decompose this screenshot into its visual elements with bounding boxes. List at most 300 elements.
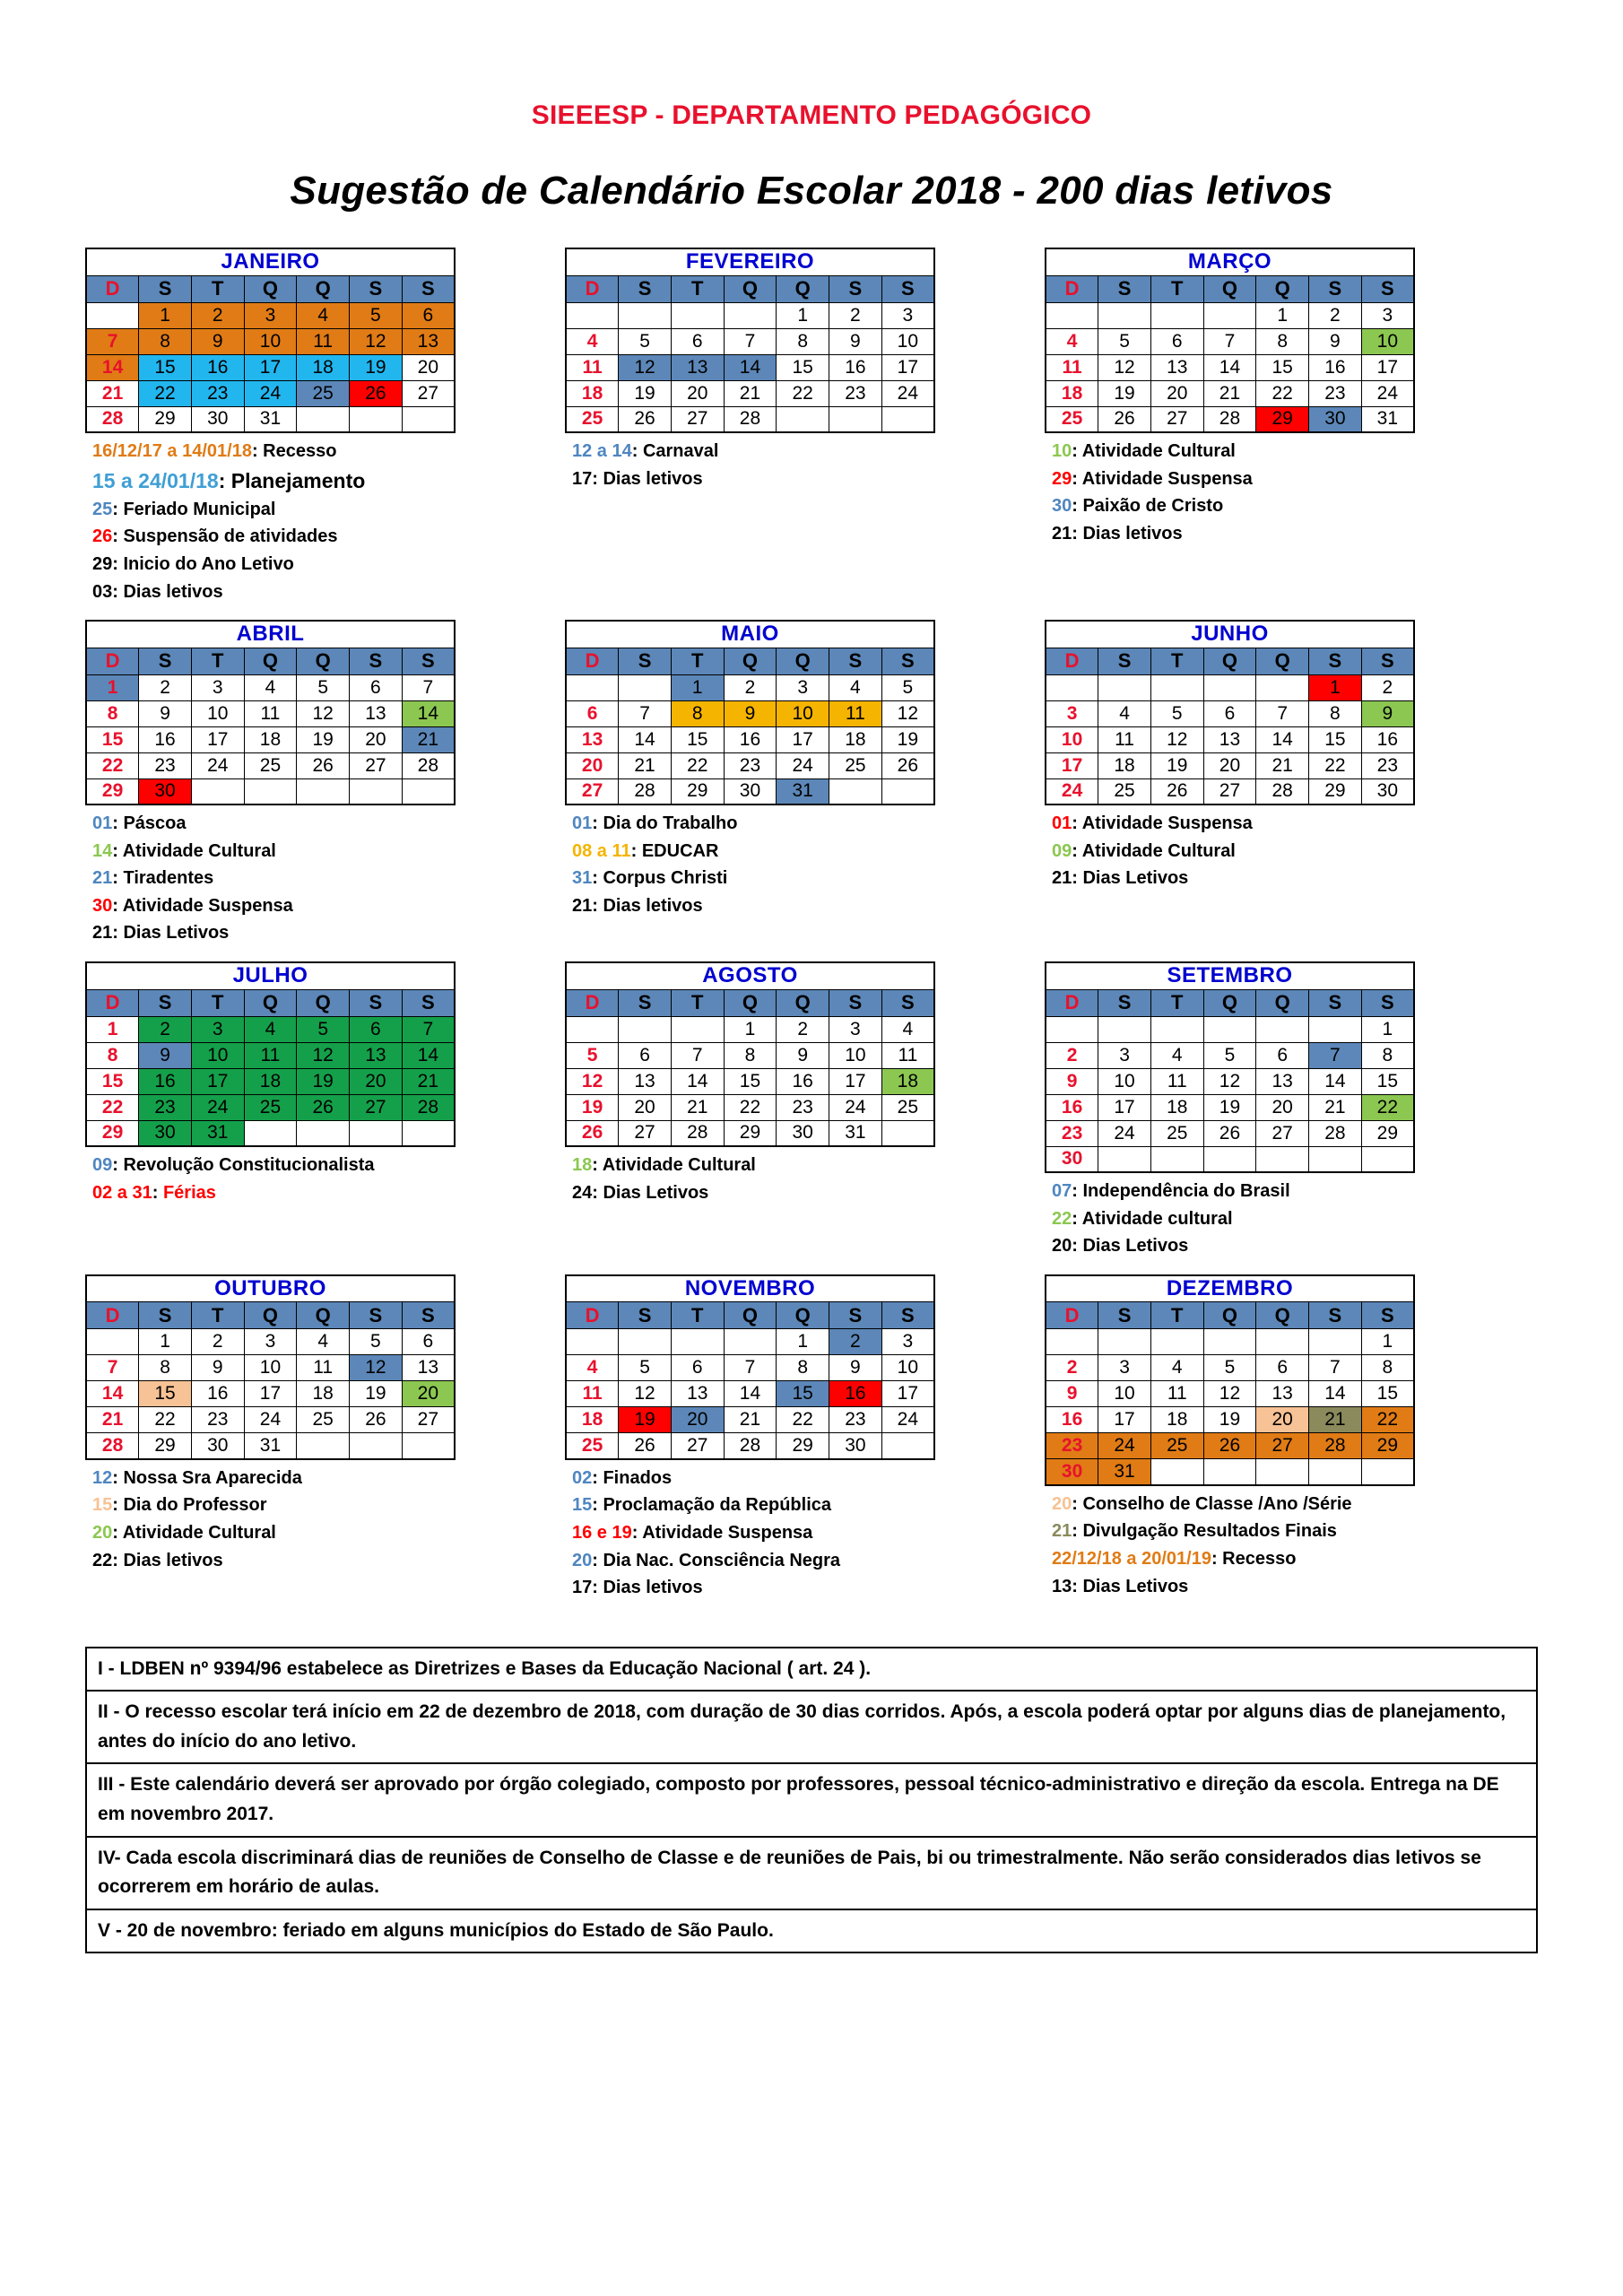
day-cell-fevereiro-23[interactable]: 23 bbox=[829, 380, 882, 406]
day-cell-novembro-12[interactable]: 12 bbox=[619, 1381, 672, 1407]
day-cell-abril-9[interactable]: 9 bbox=[139, 700, 192, 726]
day-cell-maio-1[interactable]: 1 bbox=[671, 674, 724, 700]
day-cell-julho-20[interactable]: 20 bbox=[350, 1068, 403, 1094]
day-cell-novembro-8[interactable]: 8 bbox=[777, 1355, 829, 1381]
day-cell-novembro-19[interactable]: 19 bbox=[619, 1407, 672, 1433]
day-cell-setembro-28[interactable]: 28 bbox=[1309, 1120, 1362, 1146]
day-cell-agosto-25[interactable]: 25 bbox=[881, 1094, 934, 1120]
day-cell-maio-27[interactable]: 27 bbox=[566, 778, 619, 804]
day-cell-marco-8[interactable]: 8 bbox=[1256, 328, 1309, 354]
day-cell-marco-20[interactable]: 20 bbox=[1150, 380, 1203, 406]
day-cell-marco-10[interactable]: 10 bbox=[1361, 328, 1414, 354]
day-cell-agosto-27[interactable]: 27 bbox=[619, 1120, 672, 1146]
day-cell-marco-18[interactable]: 18 bbox=[1046, 380, 1098, 406]
day-cell-dezembro-29[interactable]: 29 bbox=[1361, 1433, 1414, 1459]
day-cell-janeiro-23[interactable]: 23 bbox=[191, 380, 244, 406]
day-cell-janeiro-3[interactable]: 3 bbox=[244, 302, 297, 328]
day-cell-agosto-14[interactable]: 14 bbox=[671, 1068, 724, 1094]
day-cell-abril-29[interactable]: 29 bbox=[86, 778, 139, 804]
day-cell-janeiro-2[interactable]: 2 bbox=[191, 302, 244, 328]
day-cell-setembro-19[interactable]: 19 bbox=[1203, 1094, 1256, 1120]
day-cell-julho-14[interactable]: 14 bbox=[402, 1042, 455, 1068]
day-cell-outubro-23[interactable]: 23 bbox=[191, 1407, 244, 1433]
day-cell-dezembro-1[interactable]: 1 bbox=[1361, 1329, 1414, 1355]
day-cell-fevereiro-1[interactable]: 1 bbox=[777, 302, 829, 328]
day-cell-fevereiro-19[interactable]: 19 bbox=[619, 380, 672, 406]
day-cell-novembro-10[interactable]: 10 bbox=[881, 1355, 934, 1381]
day-cell-julho-27[interactable]: 27 bbox=[350, 1094, 403, 1120]
day-cell-outubro-17[interactable]: 17 bbox=[244, 1381, 297, 1407]
day-cell-abril-12[interactable]: 12 bbox=[297, 700, 350, 726]
day-cell-marco-1[interactable]: 1 bbox=[1256, 302, 1309, 328]
day-cell-janeiro-1[interactable]: 1 bbox=[139, 302, 192, 328]
day-cell-novembro-22[interactable]: 22 bbox=[777, 1407, 829, 1433]
day-cell-julho-11[interactable]: 11 bbox=[244, 1042, 297, 1068]
day-cell-junho-13[interactable]: 13 bbox=[1203, 726, 1256, 752]
day-cell-fevereiro-8[interactable]: 8 bbox=[777, 328, 829, 354]
day-cell-setembro-26[interactable]: 26 bbox=[1203, 1120, 1256, 1146]
day-cell-julho-17[interactable]: 17 bbox=[191, 1068, 244, 1094]
day-cell-maio-12[interactable]: 12 bbox=[881, 700, 934, 726]
day-cell-janeiro-6[interactable]: 6 bbox=[402, 302, 455, 328]
day-cell-marco-16[interactable]: 16 bbox=[1309, 354, 1362, 380]
day-cell-julho-2[interactable]: 2 bbox=[139, 1016, 192, 1042]
day-cell-fevereiro-27[interactable]: 27 bbox=[671, 406, 724, 432]
day-cell-dezembro-23[interactable]: 23 bbox=[1046, 1433, 1098, 1459]
day-cell-novembro-11[interactable]: 11 bbox=[566, 1381, 619, 1407]
day-cell-marco-7[interactable]: 7 bbox=[1203, 328, 1256, 354]
day-cell-marco-26[interactable]: 26 bbox=[1098, 406, 1151, 432]
day-cell-novembro-14[interactable]: 14 bbox=[724, 1381, 777, 1407]
day-cell-dezembro-13[interactable]: 13 bbox=[1256, 1381, 1309, 1407]
day-cell-janeiro-8[interactable]: 8 bbox=[139, 328, 192, 354]
day-cell-novembro-27[interactable]: 27 bbox=[671, 1433, 724, 1459]
day-cell-janeiro-13[interactable]: 13 bbox=[402, 328, 455, 354]
day-cell-marco-30[interactable]: 30 bbox=[1309, 406, 1362, 432]
day-cell-agosto-26[interactable]: 26 bbox=[566, 1120, 619, 1146]
day-cell-novembro-17[interactable]: 17 bbox=[881, 1381, 934, 1407]
day-cell-maio-13[interactable]: 13 bbox=[566, 726, 619, 752]
day-cell-setembro-7[interactable]: 7 bbox=[1309, 1042, 1362, 1068]
day-cell-fevereiro-26[interactable]: 26 bbox=[619, 406, 672, 432]
day-cell-janeiro-28[interactable]: 28 bbox=[86, 406, 139, 432]
day-cell-fevereiro-6[interactable]: 6 bbox=[671, 328, 724, 354]
day-cell-abril-10[interactable]: 10 bbox=[191, 700, 244, 726]
day-cell-marco-6[interactable]: 6 bbox=[1150, 328, 1203, 354]
day-cell-junho-16[interactable]: 16 bbox=[1361, 726, 1414, 752]
day-cell-novembro-4[interactable]: 4 bbox=[566, 1355, 619, 1381]
day-cell-julho-1[interactable]: 1 bbox=[86, 1016, 139, 1042]
day-cell-novembro-1[interactable]: 1 bbox=[777, 1329, 829, 1355]
day-cell-abril-16[interactable]: 16 bbox=[139, 726, 192, 752]
day-cell-dezembro-30[interactable]: 30 bbox=[1046, 1459, 1098, 1485]
day-cell-abril-18[interactable]: 18 bbox=[244, 726, 297, 752]
day-cell-janeiro-18[interactable]: 18 bbox=[297, 354, 350, 380]
day-cell-maio-3[interactable]: 3 bbox=[777, 674, 829, 700]
day-cell-dezembro-4[interactable]: 4 bbox=[1150, 1355, 1203, 1381]
day-cell-novembro-20[interactable]: 20 bbox=[671, 1407, 724, 1433]
day-cell-outubro-4[interactable]: 4 bbox=[297, 1329, 350, 1355]
day-cell-setembro-8[interactable]: 8 bbox=[1361, 1042, 1414, 1068]
day-cell-agosto-23[interactable]: 23 bbox=[777, 1094, 829, 1120]
day-cell-janeiro-20[interactable]: 20 bbox=[402, 354, 455, 380]
day-cell-dezembro-19[interactable]: 19 bbox=[1203, 1407, 1256, 1433]
day-cell-outubro-21[interactable]: 21 bbox=[86, 1407, 139, 1433]
day-cell-maio-11[interactable]: 11 bbox=[829, 700, 882, 726]
day-cell-maio-9[interactable]: 9 bbox=[724, 700, 777, 726]
day-cell-outubro-13[interactable]: 13 bbox=[402, 1355, 455, 1381]
day-cell-abril-24[interactable]: 24 bbox=[191, 752, 244, 778]
day-cell-novembro-5[interactable]: 5 bbox=[619, 1355, 672, 1381]
day-cell-maio-23[interactable]: 23 bbox=[724, 752, 777, 778]
day-cell-junho-25[interactable]: 25 bbox=[1098, 778, 1151, 804]
day-cell-dezembro-16[interactable]: 16 bbox=[1046, 1407, 1098, 1433]
day-cell-abril-25[interactable]: 25 bbox=[244, 752, 297, 778]
day-cell-julho-23[interactable]: 23 bbox=[139, 1094, 192, 1120]
day-cell-agosto-8[interactable]: 8 bbox=[724, 1042, 777, 1068]
day-cell-novembro-25[interactable]: 25 bbox=[566, 1433, 619, 1459]
day-cell-junho-24[interactable]: 24 bbox=[1046, 778, 1098, 804]
day-cell-setembro-20[interactable]: 20 bbox=[1256, 1094, 1309, 1120]
day-cell-julho-9[interactable]: 9 bbox=[139, 1042, 192, 1068]
day-cell-maio-4[interactable]: 4 bbox=[829, 674, 882, 700]
day-cell-maio-28[interactable]: 28 bbox=[619, 778, 672, 804]
day-cell-marco-9[interactable]: 9 bbox=[1309, 328, 1362, 354]
day-cell-agosto-18[interactable]: 18 bbox=[881, 1068, 934, 1094]
day-cell-maio-20[interactable]: 20 bbox=[566, 752, 619, 778]
day-cell-julho-25[interactable]: 25 bbox=[244, 1094, 297, 1120]
day-cell-abril-19[interactable]: 19 bbox=[297, 726, 350, 752]
day-cell-agosto-3[interactable]: 3 bbox=[829, 1016, 882, 1042]
day-cell-junho-27[interactable]: 27 bbox=[1203, 778, 1256, 804]
day-cell-maio-25[interactable]: 25 bbox=[829, 752, 882, 778]
day-cell-abril-5[interactable]: 5 bbox=[297, 674, 350, 700]
day-cell-maio-2[interactable]: 2 bbox=[724, 674, 777, 700]
day-cell-abril-13[interactable]: 13 bbox=[350, 700, 403, 726]
day-cell-maio-24[interactable]: 24 bbox=[777, 752, 829, 778]
day-cell-novembro-3[interactable]: 3 bbox=[881, 1329, 934, 1355]
day-cell-julho-3[interactable]: 3 bbox=[191, 1016, 244, 1042]
day-cell-outubro-6[interactable]: 6 bbox=[402, 1329, 455, 1355]
day-cell-junho-4[interactable]: 4 bbox=[1098, 700, 1151, 726]
day-cell-junho-19[interactable]: 19 bbox=[1150, 752, 1203, 778]
day-cell-janeiro-4[interactable]: 4 bbox=[297, 302, 350, 328]
day-cell-junho-9[interactable]: 9 bbox=[1361, 700, 1414, 726]
day-cell-dezembro-14[interactable]: 14 bbox=[1309, 1381, 1362, 1407]
day-cell-agosto-17[interactable]: 17 bbox=[829, 1068, 882, 1094]
day-cell-outubro-22[interactable]: 22 bbox=[139, 1407, 192, 1433]
day-cell-marco-31[interactable]: 31 bbox=[1361, 406, 1414, 432]
day-cell-marco-5[interactable]: 5 bbox=[1098, 328, 1151, 354]
day-cell-setembro-9[interactable]: 9 bbox=[1046, 1068, 1098, 1094]
day-cell-junho-14[interactable]: 14 bbox=[1256, 726, 1309, 752]
day-cell-novembro-18[interactable]: 18 bbox=[566, 1407, 619, 1433]
day-cell-dezembro-22[interactable]: 22 bbox=[1361, 1407, 1414, 1433]
day-cell-setembro-1[interactable]: 1 bbox=[1361, 1016, 1414, 1042]
day-cell-junho-17[interactable]: 17 bbox=[1046, 752, 1098, 778]
day-cell-maio-29[interactable]: 29 bbox=[671, 778, 724, 804]
day-cell-setembro-5[interactable]: 5 bbox=[1203, 1042, 1256, 1068]
day-cell-abril-23[interactable]: 23 bbox=[139, 752, 192, 778]
day-cell-setembro-4[interactable]: 4 bbox=[1150, 1042, 1203, 1068]
day-cell-junho-5[interactable]: 5 bbox=[1150, 700, 1203, 726]
day-cell-julho-13[interactable]: 13 bbox=[350, 1042, 403, 1068]
day-cell-fevereiro-21[interactable]: 21 bbox=[724, 380, 777, 406]
day-cell-abril-20[interactable]: 20 bbox=[350, 726, 403, 752]
day-cell-abril-27[interactable]: 27 bbox=[350, 752, 403, 778]
day-cell-dezembro-8[interactable]: 8 bbox=[1361, 1355, 1414, 1381]
day-cell-agosto-24[interactable]: 24 bbox=[829, 1094, 882, 1120]
day-cell-marco-27[interactable]: 27 bbox=[1150, 406, 1203, 432]
day-cell-fevereiro-25[interactable]: 25 bbox=[566, 406, 619, 432]
day-cell-outubro-8[interactable]: 8 bbox=[139, 1355, 192, 1381]
day-cell-abril-6[interactable]: 6 bbox=[350, 674, 403, 700]
day-cell-dezembro-7[interactable]: 7 bbox=[1309, 1355, 1362, 1381]
day-cell-abril-22[interactable]: 22 bbox=[86, 752, 139, 778]
day-cell-maio-15[interactable]: 15 bbox=[671, 726, 724, 752]
day-cell-outubro-11[interactable]: 11 bbox=[297, 1355, 350, 1381]
day-cell-abril-1[interactable]: 1 bbox=[86, 674, 139, 700]
day-cell-setembro-11[interactable]: 11 bbox=[1150, 1068, 1203, 1094]
day-cell-fevereiro-28[interactable]: 28 bbox=[724, 406, 777, 432]
day-cell-junho-26[interactable]: 26 bbox=[1150, 778, 1203, 804]
day-cell-setembro-23[interactable]: 23 bbox=[1046, 1120, 1098, 1146]
day-cell-janeiro-9[interactable]: 9 bbox=[191, 328, 244, 354]
day-cell-agosto-7[interactable]: 7 bbox=[671, 1042, 724, 1068]
day-cell-outubro-3[interactable]: 3 bbox=[244, 1329, 297, 1355]
day-cell-janeiro-17[interactable]: 17 bbox=[244, 354, 297, 380]
day-cell-julho-28[interactable]: 28 bbox=[402, 1094, 455, 1120]
day-cell-agosto-1[interactable]: 1 bbox=[724, 1016, 777, 1042]
day-cell-outubro-30[interactable]: 30 bbox=[191, 1433, 244, 1459]
day-cell-junho-8[interactable]: 8 bbox=[1309, 700, 1362, 726]
day-cell-setembro-6[interactable]: 6 bbox=[1256, 1042, 1309, 1068]
day-cell-junho-3[interactable]: 3 bbox=[1046, 700, 1098, 726]
day-cell-outubro-15[interactable]: 15 bbox=[139, 1381, 192, 1407]
day-cell-dezembro-15[interactable]: 15 bbox=[1361, 1381, 1414, 1407]
day-cell-janeiro-10[interactable]: 10 bbox=[244, 328, 297, 354]
day-cell-setembro-21[interactable]: 21 bbox=[1309, 1094, 1362, 1120]
day-cell-outubro-27[interactable]: 27 bbox=[402, 1407, 455, 1433]
day-cell-junho-23[interactable]: 23 bbox=[1361, 752, 1414, 778]
day-cell-fevereiro-13[interactable]: 13 bbox=[671, 354, 724, 380]
day-cell-fevereiro-10[interactable]: 10 bbox=[881, 328, 934, 354]
day-cell-outubro-1[interactable]: 1 bbox=[139, 1329, 192, 1355]
day-cell-novembro-2[interactable]: 2 bbox=[829, 1329, 882, 1355]
day-cell-novembro-13[interactable]: 13 bbox=[671, 1381, 724, 1407]
day-cell-outubro-2[interactable]: 2 bbox=[191, 1329, 244, 1355]
day-cell-julho-8[interactable]: 8 bbox=[86, 1042, 139, 1068]
day-cell-fevereiro-15[interactable]: 15 bbox=[777, 354, 829, 380]
day-cell-janeiro-5[interactable]: 5 bbox=[350, 302, 403, 328]
day-cell-janeiro-25[interactable]: 25 bbox=[297, 380, 350, 406]
day-cell-julho-10[interactable]: 10 bbox=[191, 1042, 244, 1068]
day-cell-marco-25[interactable]: 25 bbox=[1046, 406, 1098, 432]
day-cell-dezembro-28[interactable]: 28 bbox=[1309, 1433, 1362, 1459]
day-cell-fevereiro-12[interactable]: 12 bbox=[619, 354, 672, 380]
day-cell-agosto-11[interactable]: 11 bbox=[881, 1042, 934, 1068]
day-cell-junho-15[interactable]: 15 bbox=[1309, 726, 1362, 752]
day-cell-janeiro-11[interactable]: 11 bbox=[297, 328, 350, 354]
day-cell-julho-6[interactable]: 6 bbox=[350, 1016, 403, 1042]
day-cell-novembro-26[interactable]: 26 bbox=[619, 1433, 672, 1459]
day-cell-marco-14[interactable]: 14 bbox=[1203, 354, 1256, 380]
day-cell-maio-16[interactable]: 16 bbox=[724, 726, 777, 752]
day-cell-novembro-29[interactable]: 29 bbox=[777, 1433, 829, 1459]
day-cell-agosto-28[interactable]: 28 bbox=[671, 1120, 724, 1146]
day-cell-abril-14[interactable]: 14 bbox=[402, 700, 455, 726]
day-cell-marco-11[interactable]: 11 bbox=[1046, 354, 1098, 380]
day-cell-fevereiro-16[interactable]: 16 bbox=[829, 354, 882, 380]
day-cell-janeiro-29[interactable]: 29 bbox=[139, 406, 192, 432]
day-cell-agosto-29[interactable]: 29 bbox=[724, 1120, 777, 1146]
day-cell-julho-19[interactable]: 19 bbox=[297, 1068, 350, 1094]
day-cell-janeiro-31[interactable]: 31 bbox=[244, 406, 297, 432]
day-cell-novembro-16[interactable]: 16 bbox=[829, 1381, 882, 1407]
day-cell-marco-21[interactable]: 21 bbox=[1203, 380, 1256, 406]
day-cell-janeiro-15[interactable]: 15 bbox=[139, 354, 192, 380]
day-cell-janeiro-26[interactable]: 26 bbox=[350, 380, 403, 406]
day-cell-agosto-20[interactable]: 20 bbox=[619, 1094, 672, 1120]
day-cell-abril-21[interactable]: 21 bbox=[402, 726, 455, 752]
day-cell-setembro-25[interactable]: 25 bbox=[1150, 1120, 1203, 1146]
day-cell-dezembro-25[interactable]: 25 bbox=[1150, 1433, 1203, 1459]
day-cell-agosto-19[interactable]: 19 bbox=[566, 1094, 619, 1120]
day-cell-maio-14[interactable]: 14 bbox=[619, 726, 672, 752]
day-cell-julho-31[interactable]: 31 bbox=[191, 1120, 244, 1146]
day-cell-maio-8[interactable]: 8 bbox=[671, 700, 724, 726]
day-cell-maio-18[interactable]: 18 bbox=[829, 726, 882, 752]
day-cell-junho-2[interactable]: 2 bbox=[1361, 674, 1414, 700]
day-cell-outubro-29[interactable]: 29 bbox=[139, 1433, 192, 1459]
day-cell-julho-22[interactable]: 22 bbox=[86, 1094, 139, 1120]
day-cell-setembro-30[interactable]: 30 bbox=[1046, 1146, 1098, 1172]
day-cell-abril-7[interactable]: 7 bbox=[402, 674, 455, 700]
day-cell-setembro-10[interactable]: 10 bbox=[1098, 1068, 1151, 1094]
day-cell-marco-13[interactable]: 13 bbox=[1150, 354, 1203, 380]
day-cell-outubro-19[interactable]: 19 bbox=[350, 1381, 403, 1407]
day-cell-fevereiro-2[interactable]: 2 bbox=[829, 302, 882, 328]
day-cell-dezembro-26[interactable]: 26 bbox=[1203, 1433, 1256, 1459]
day-cell-agosto-12[interactable]: 12 bbox=[566, 1068, 619, 1094]
day-cell-maio-22[interactable]: 22 bbox=[671, 752, 724, 778]
day-cell-junho-28[interactable]: 28 bbox=[1256, 778, 1309, 804]
day-cell-agosto-16[interactable]: 16 bbox=[777, 1068, 829, 1094]
day-cell-novembro-7[interactable]: 7 bbox=[724, 1355, 777, 1381]
day-cell-agosto-2[interactable]: 2 bbox=[777, 1016, 829, 1042]
day-cell-setembro-3[interactable]: 3 bbox=[1098, 1042, 1151, 1068]
day-cell-outubro-14[interactable]: 14 bbox=[86, 1381, 139, 1407]
day-cell-fevereiro-7[interactable]: 7 bbox=[724, 328, 777, 354]
day-cell-novembro-23[interactable]: 23 bbox=[829, 1407, 882, 1433]
day-cell-agosto-21[interactable]: 21 bbox=[671, 1094, 724, 1120]
day-cell-janeiro-14[interactable]: 14 bbox=[86, 354, 139, 380]
day-cell-maio-6[interactable]: 6 bbox=[566, 700, 619, 726]
day-cell-junho-7[interactable]: 7 bbox=[1256, 700, 1309, 726]
day-cell-marco-29[interactable]: 29 bbox=[1256, 406, 1309, 432]
day-cell-setembro-18[interactable]: 18 bbox=[1150, 1094, 1203, 1120]
day-cell-agosto-22[interactable]: 22 bbox=[724, 1094, 777, 1120]
day-cell-maio-7[interactable]: 7 bbox=[619, 700, 672, 726]
day-cell-julho-18[interactable]: 18 bbox=[244, 1068, 297, 1094]
day-cell-novembro-6[interactable]: 6 bbox=[671, 1355, 724, 1381]
day-cell-dezembro-5[interactable]: 5 bbox=[1203, 1355, 1256, 1381]
day-cell-agosto-30[interactable]: 30 bbox=[777, 1120, 829, 1146]
day-cell-marco-4[interactable]: 4 bbox=[1046, 328, 1098, 354]
day-cell-junho-22[interactable]: 22 bbox=[1309, 752, 1362, 778]
day-cell-outubro-28[interactable]: 28 bbox=[86, 1433, 139, 1459]
day-cell-outubro-31[interactable]: 31 bbox=[244, 1433, 297, 1459]
day-cell-fevereiro-14[interactable]: 14 bbox=[724, 354, 777, 380]
day-cell-abril-2[interactable]: 2 bbox=[139, 674, 192, 700]
day-cell-julho-7[interactable]: 7 bbox=[402, 1016, 455, 1042]
day-cell-julho-26[interactable]: 26 bbox=[297, 1094, 350, 1120]
day-cell-outubro-18[interactable]: 18 bbox=[297, 1381, 350, 1407]
day-cell-janeiro-30[interactable]: 30 bbox=[191, 406, 244, 432]
day-cell-setembro-22[interactable]: 22 bbox=[1361, 1094, 1414, 1120]
day-cell-dezembro-6[interactable]: 6 bbox=[1256, 1355, 1309, 1381]
day-cell-abril-28[interactable]: 28 bbox=[402, 752, 455, 778]
day-cell-janeiro-24[interactable]: 24 bbox=[244, 380, 297, 406]
day-cell-setembro-2[interactable]: 2 bbox=[1046, 1042, 1098, 1068]
day-cell-marco-2[interactable]: 2 bbox=[1309, 302, 1362, 328]
day-cell-fevereiro-3[interactable]: 3 bbox=[881, 302, 934, 328]
day-cell-dezembro-21[interactable]: 21 bbox=[1309, 1407, 1362, 1433]
day-cell-julho-21[interactable]: 21 bbox=[402, 1068, 455, 1094]
day-cell-maio-26[interactable]: 26 bbox=[881, 752, 934, 778]
day-cell-dezembro-27[interactable]: 27 bbox=[1256, 1433, 1309, 1459]
day-cell-fevereiro-5[interactable]: 5 bbox=[619, 328, 672, 354]
day-cell-dezembro-17[interactable]: 17 bbox=[1098, 1407, 1151, 1433]
day-cell-dezembro-18[interactable]: 18 bbox=[1150, 1407, 1203, 1433]
day-cell-outubro-25[interactable]: 25 bbox=[297, 1407, 350, 1433]
day-cell-novembro-28[interactable]: 28 bbox=[724, 1433, 777, 1459]
day-cell-setembro-14[interactable]: 14 bbox=[1309, 1068, 1362, 1094]
day-cell-abril-15[interactable]: 15 bbox=[86, 726, 139, 752]
day-cell-outubro-26[interactable]: 26 bbox=[350, 1407, 403, 1433]
day-cell-julho-4[interactable]: 4 bbox=[244, 1016, 297, 1042]
day-cell-setembro-24[interactable]: 24 bbox=[1098, 1120, 1151, 1146]
day-cell-marco-12[interactable]: 12 bbox=[1098, 354, 1151, 380]
day-cell-julho-16[interactable]: 16 bbox=[139, 1068, 192, 1094]
day-cell-setembro-29[interactable]: 29 bbox=[1361, 1120, 1414, 1146]
day-cell-junho-30[interactable]: 30 bbox=[1361, 778, 1414, 804]
day-cell-agosto-9[interactable]: 9 bbox=[777, 1042, 829, 1068]
day-cell-setembro-13[interactable]: 13 bbox=[1256, 1068, 1309, 1094]
day-cell-marco-17[interactable]: 17 bbox=[1361, 354, 1414, 380]
day-cell-abril-30[interactable]: 30 bbox=[139, 778, 192, 804]
day-cell-janeiro-27[interactable]: 27 bbox=[402, 380, 455, 406]
day-cell-agosto-4[interactable]: 4 bbox=[881, 1016, 934, 1042]
day-cell-novembro-15[interactable]: 15 bbox=[777, 1381, 829, 1407]
day-cell-setembro-15[interactable]: 15 bbox=[1361, 1068, 1414, 1094]
day-cell-julho-29[interactable]: 29 bbox=[86, 1120, 139, 1146]
day-cell-fevereiro-4[interactable]: 4 bbox=[566, 328, 619, 354]
day-cell-novembro-30[interactable]: 30 bbox=[829, 1433, 882, 1459]
day-cell-dezembro-9[interactable]: 9 bbox=[1046, 1381, 1098, 1407]
day-cell-agosto-6[interactable]: 6 bbox=[619, 1042, 672, 1068]
day-cell-junho-11[interactable]: 11 bbox=[1098, 726, 1151, 752]
day-cell-outubro-10[interactable]: 10 bbox=[244, 1355, 297, 1381]
day-cell-julho-24[interactable]: 24 bbox=[191, 1094, 244, 1120]
day-cell-abril-4[interactable]: 4 bbox=[244, 674, 297, 700]
day-cell-janeiro-12[interactable]: 12 bbox=[350, 328, 403, 354]
day-cell-julho-15[interactable]: 15 bbox=[86, 1068, 139, 1094]
day-cell-dezembro-3[interactable]: 3 bbox=[1098, 1355, 1151, 1381]
day-cell-fevereiro-17[interactable]: 17 bbox=[881, 354, 934, 380]
day-cell-setembro-27[interactable]: 27 bbox=[1256, 1120, 1309, 1146]
day-cell-setembro-16[interactable]: 16 bbox=[1046, 1094, 1098, 1120]
